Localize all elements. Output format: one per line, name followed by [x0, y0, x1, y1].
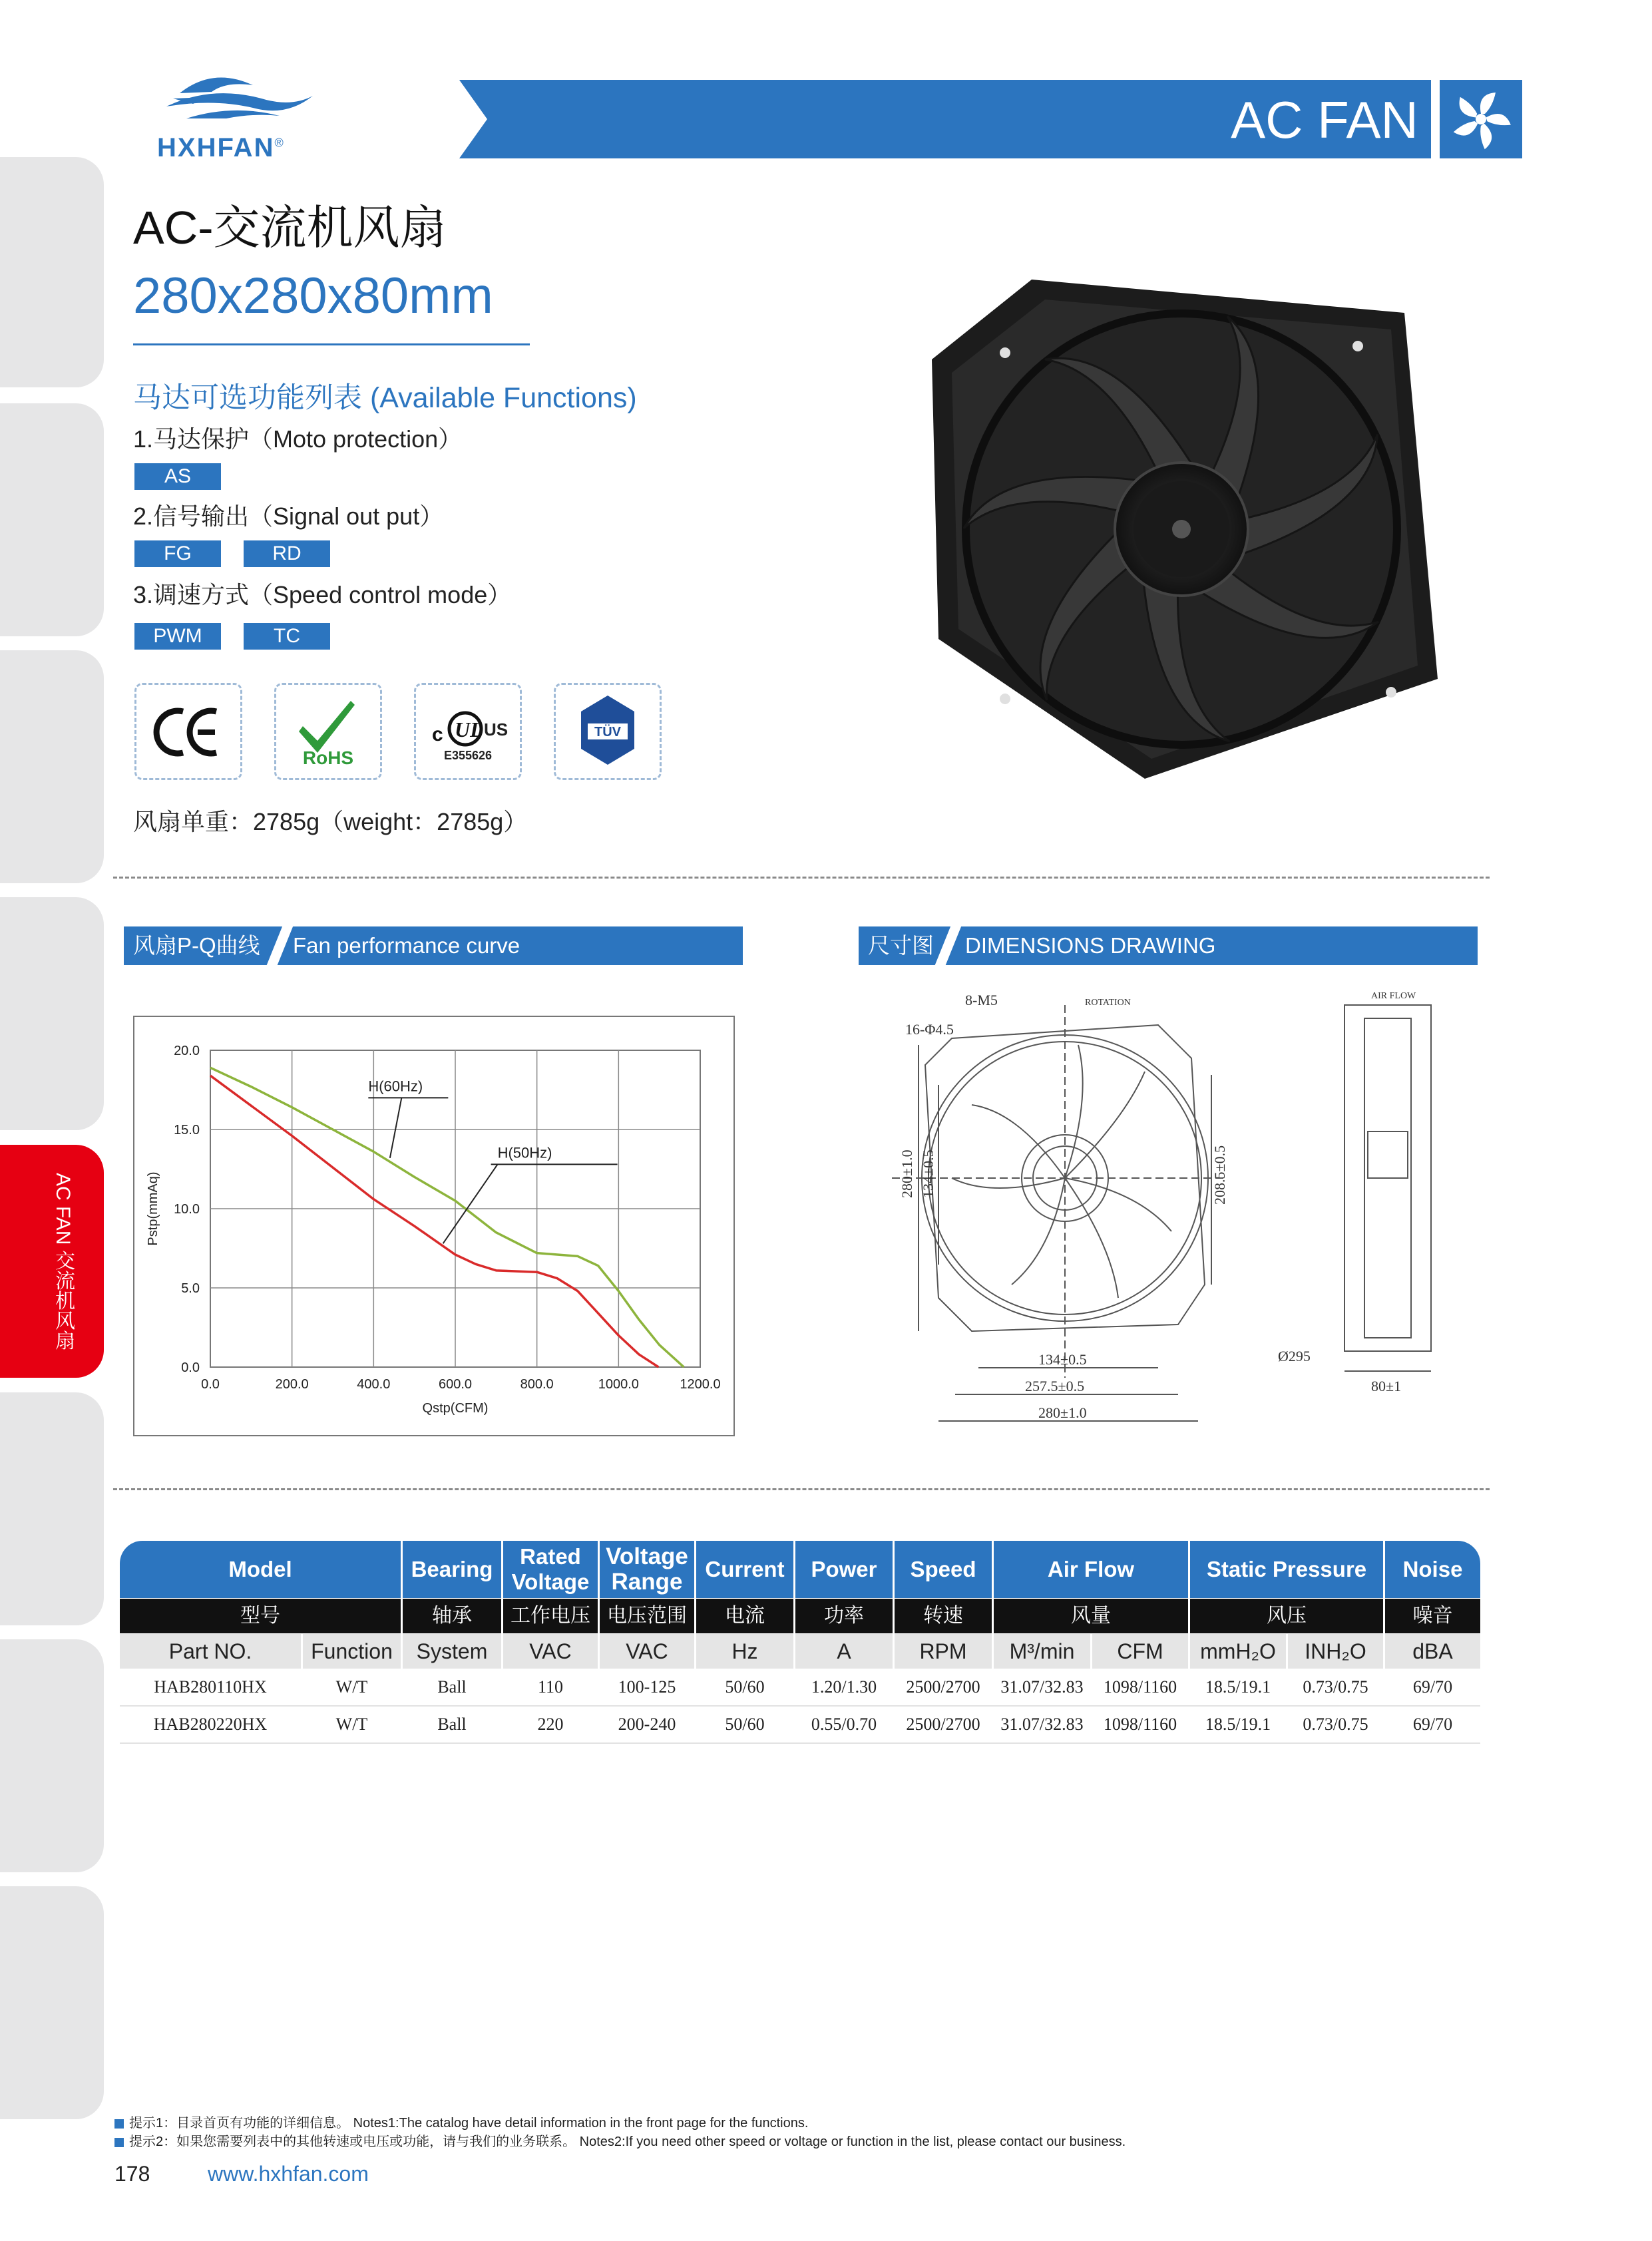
curve-title-en: Fan performance curve	[293, 933, 520, 958]
fan-weight: 风扇单重：2785g（weight：2785g）	[133, 808, 528, 835]
th-cn-model: 型号	[120, 1599, 401, 1633]
unit-function: Function	[303, 1634, 401, 1669]
y-tick-label: 5.0	[181, 1281, 200, 1296]
cell-pressure-mm: 18.5/19.1	[1205, 1715, 1271, 1734]
side-tab-3[interactable]	[0, 650, 104, 883]
unit-cfm: CFM	[1092, 1634, 1188, 1669]
series-label-50hz: H(50Hz)	[497, 1144, 552, 1161]
cell-pressure-in: 0.73/0.75	[1303, 1715, 1368, 1734]
unit-system: System	[403, 1634, 501, 1669]
footer-note-2: 提示2：如果您需要列表中的其他转速或电压或功能，请与我们的业务联系。 Notes2:If you need other speed or voltage or function in the list, please contact our business.	[114, 2133, 1126, 2151]
x-tick-label: 600.0	[438, 1377, 473, 1392]
th-cn-noise: 噪音	[1385, 1599, 1480, 1633]
th-cn-static-pressure: 风压	[1190, 1599, 1383, 1633]
curve-title-cn: 风扇P-Q曲线	[133, 933, 260, 958]
x-tick-label: 1200.0	[680, 1377, 721, 1392]
cell-current: 0.55/0.70	[811, 1715, 877, 1734]
logo-wave-icon	[153, 67, 319, 133]
section-divider-2	[113, 1488, 1490, 1490]
cell-function: W/T	[335, 1715, 368, 1734]
th-air-flow: Air Flow	[994, 1541, 1188, 1598]
dim-label-257: 257.5±0.5	[1025, 1378, 1085, 1394]
cell-speed: 2500/2700	[906, 1677, 980, 1697]
dimensions-section-bar	[859, 926, 1478, 965]
footer-note-1: 提示1：目录首页有功能的详细信息。 Notes1:The catalog have detail information in the front page for the functions.	[114, 2114, 808, 2133]
brand-logo	[153, 67, 319, 173]
function-item-2: 2.信号输出（Signal out put）	[133, 503, 444, 530]
y-tick-label: 15.0	[174, 1123, 200, 1137]
th-voltage-range: Voltage Range	[600, 1541, 694, 1598]
cell-frequency: 50/60	[725, 1715, 765, 1734]
callout-leader-60hz	[390, 1098, 401, 1157]
cell-bearing: Ball	[437, 1715, 467, 1734]
cell-airflow-cfm: 1098/1160	[1103, 1677, 1177, 1697]
dim-label-holes: 16-Φ4.5	[905, 1021, 954, 1038]
page-number: 178	[114, 2162, 150, 2186]
dim-label-280-v: 280±1.0	[899, 1149, 915, 1198]
side-tab-6[interactable]	[0, 1392, 104, 1625]
side-tab-4[interactable]	[0, 897, 104, 1130]
unit-part-no: Part NO.	[120, 1634, 301, 1669]
x-tick-label: 0.0	[201, 1377, 220, 1392]
th-power: Power	[795, 1541, 893, 1598]
cell-pressure-in: 0.73/0.75	[1303, 1677, 1368, 1697]
function-chip-fg[interactable]: FG	[134, 540, 221, 567]
product-title-cn: AC-交流机风扇	[133, 202, 447, 254]
curve-section-bar	[124, 926, 743, 965]
th-noise: Noise	[1385, 1541, 1480, 1598]
x-tick-label: 800.0	[520, 1377, 554, 1392]
unit-inh2o: INH₂O	[1288, 1634, 1383, 1669]
th-current: Current	[696, 1541, 793, 1598]
section-divider-1	[113, 877, 1490, 879]
series-line-50hz	[210, 1076, 658, 1367]
series-line-60hz	[210, 1068, 684, 1367]
dim-label-8m5: 8-M5	[965, 992, 998, 1008]
brand-name: HXHFAN®	[157, 133, 285, 162]
th-model: Model	[120, 1541, 401, 1598]
cell-speed: 2500/2700	[906, 1715, 980, 1734]
side-tab-ac-fan[interactable]	[0, 1145, 104, 1378]
unit-range-vac: VAC	[600, 1634, 694, 1669]
ul-cert-badge	[414, 683, 522, 780]
x-tick-label: 200.0	[275, 1377, 309, 1392]
dimensions-title-en: DIMENSIONS DRAWING	[965, 933, 1216, 958]
callout-leader-50hz	[443, 1164, 498, 1243]
svg-text:c: c	[432, 723, 443, 745]
unit-amps: A	[795, 1634, 893, 1669]
table-row	[120, 1707, 1480, 1742]
function-chip-tc[interactable]: TC	[244, 623, 330, 650]
th-bearing: Bearing	[403, 1541, 501, 1598]
cell-frequency: 50/60	[725, 1677, 765, 1697]
y-axis-label: Pstp(mmAq)	[146, 1171, 160, 1246]
unit-dba: dBA	[1385, 1634, 1480, 1669]
series-label-60hz: H(60Hz)	[368, 1078, 423, 1095]
th-cn-rated-voltage: 工作电压	[503, 1599, 598, 1633]
ul-file-number: E355626	[443, 749, 493, 762]
unit-rpm: RPM	[895, 1634, 992, 1669]
th-cn-power: 功率	[795, 1599, 893, 1633]
cell-noise: 69/70	[1412, 1715, 1453, 1734]
y-tick-label: 10.0	[174, 1202, 200, 1217]
th-speed: Speed	[895, 1541, 992, 1598]
side-tab-2[interactable]	[0, 403, 104, 636]
product-photo	[925, 266, 1458, 799]
side-tab-8[interactable]	[0, 1886, 104, 2119]
th-rated-voltage: Rated Voltage	[503, 1541, 598, 1598]
function-item-1: 1.马达保护（Moto protection）	[133, 425, 463, 453]
cell-bearing: Ball	[437, 1677, 467, 1697]
dim-label-rotation: ROTATION	[1085, 998, 1131, 1008]
cell-airflow-cfm: 1098/1160	[1103, 1715, 1177, 1734]
tuv-cert-badge	[554, 683, 662, 780]
th-cn-speed: 转速	[895, 1599, 992, 1633]
dim-label-airflow: AIR FLOW	[1371, 991, 1416, 1001]
dimensions-title-cn: 尺寸图	[868, 933, 934, 958]
y-tick-label: 0.0	[181, 1360, 200, 1375]
cell-noise: 69/70	[1412, 1677, 1453, 1697]
website-link[interactable]: www.hxhfan.com	[208, 2162, 369, 2186]
cell-function: W/T	[335, 1677, 368, 1697]
dim-label-280-h: 280±1.0	[1038, 1404, 1087, 1421]
ul-us-label: US	[484, 719, 509, 739]
dim-label-134-v: 134±0.5	[920, 1149, 936, 1198]
ce-mark-icon	[136, 685, 240, 778]
cell-current: 1.20/1.30	[811, 1677, 877, 1697]
fan-icon	[1440, 80, 1522, 158]
th-cn-air-flow: 风量	[994, 1599, 1188, 1633]
unit-rated-vac: VAC	[503, 1634, 598, 1669]
product-size: 280x280x80mm	[133, 268, 493, 324]
function-chip-pwm[interactable]: PWM	[134, 623, 221, 650]
dim-label-208: 208.5±0.5	[1211, 1145, 1228, 1205]
unit-hz: Hz	[696, 1634, 793, 1669]
dim-label-depth: 80±1	[1371, 1378, 1402, 1394]
function-chip-as[interactable]: AS	[134, 463, 221, 490]
side-tab-7[interactable]	[0, 1639, 104, 1872]
cell-airflow-m3: 31.07/32.83	[1000, 1715, 1084, 1734]
cell-part-no: HAB280110HX	[154, 1677, 267, 1697]
pq-chart	[133, 1016, 735, 1436]
th-cn-current: 电流	[696, 1599, 793, 1633]
dimensions-drawing	[879, 978, 1471, 1458]
cell-voltage-range: 200-240	[618, 1715, 676, 1734]
functions-heading: 马达可选功能列表 (Available Functions)	[133, 382, 637, 414]
ac-fan-image	[925, 266, 1458, 799]
rohs-label: RoHS	[302, 747, 354, 768]
dim-label-diameter: Ø295	[1278, 1348, 1311, 1364]
cell-part-no: HAB280220HX	[153, 1715, 268, 1734]
cell-rated-voltage: 110	[537, 1677, 564, 1697]
row-divider	[120, 1742, 1480, 1744]
th-cn-bearing: 轴承	[403, 1599, 501, 1633]
cell-airflow-m3: 31.07/32.83	[1000, 1677, 1084, 1697]
dimension-drawing-svg	[879, 978, 1471, 1458]
table-row	[120, 1669, 1480, 1705]
cell-rated-voltage: 220	[537, 1715, 564, 1734]
x-tick-label: 1000.0	[598, 1377, 639, 1392]
side-tab-1[interactable]	[0, 157, 104, 387]
x-tick-label: 400.0	[357, 1377, 391, 1392]
function-item-3: 3.调速方式（Speed control mode）	[133, 581, 512, 608]
unit-m3-min: M³/min	[994, 1634, 1090, 1669]
header-title: AC FAN	[1231, 91, 1418, 149]
cell-pressure-mm: 18.5/19.1	[1205, 1677, 1271, 1697]
cell-voltage-range: 100-125	[618, 1677, 676, 1697]
th-cn-voltage-range: 电压范围	[600, 1599, 694, 1633]
th-static-pressure: Static Pressure	[1190, 1541, 1383, 1598]
side-tab-label: AC FAN 交流机风扇	[52, 1172, 74, 1350]
title-divider	[133, 343, 530, 345]
header-icon-box	[1440, 80, 1522, 158]
unit-mmh2o: mmH₂O	[1190, 1634, 1286, 1669]
function-chip-rd[interactable]: RD	[244, 540, 330, 567]
ce-cert-badge	[134, 683, 242, 780]
dim-label-134-h: 134±0.5	[1038, 1351, 1087, 1368]
y-tick-label: 20.0	[174, 1044, 200, 1058]
rohs-cert-badge	[274, 683, 382, 780]
tuv-label: TÜV	[594, 725, 621, 739]
x-axis-label: Qstp(CFM)	[422, 1401, 489, 1416]
svg-text:UL: UL	[455, 717, 483, 741]
